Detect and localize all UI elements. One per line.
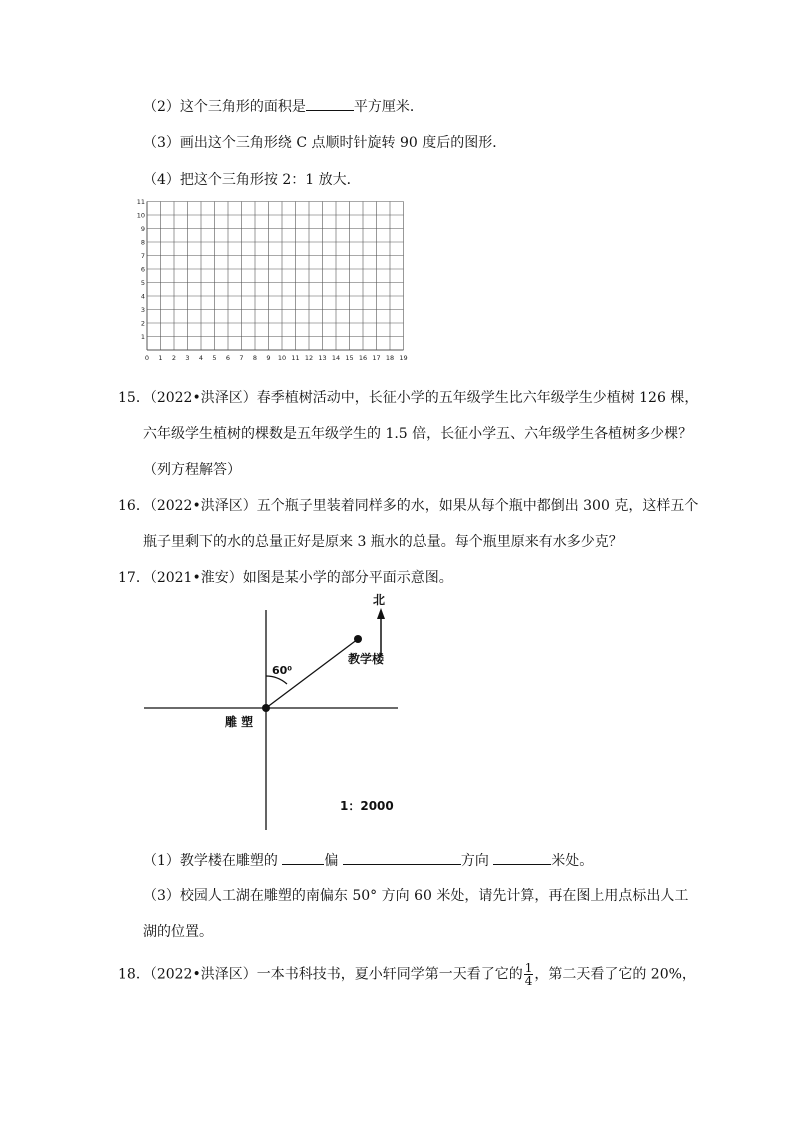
grid-x-label: 18 [385,354,395,362]
north-label: 北 [373,593,386,607]
q18-suffix: ，第二天看了它的 20%， [534,966,696,983]
grid-y-label: 9 [140,225,145,233]
q17-sub1-blank2[interactable] [343,850,461,865]
statue-label: 雕 塑 [225,715,254,729]
grid-x-labels [145,354,408,362]
q14-sub4: （4）把这个三角形按 2：1 放大． [143,172,361,188]
grid-x-label: 0 [144,354,150,362]
campus-map-diagram [130,593,420,833]
grid-y-label: 11 [136,198,145,206]
q17-line1: 17．（2021•淮安）如图是某小学的部分平面示意图。 [118,570,453,586]
grid-x-label: 1 [158,354,163,362]
grid-x-label: 17 [372,354,381,362]
building-point [354,635,362,643]
q15-line3: （列方程解答） [143,462,241,478]
q16-line1: 16．（2022•洪泽区）五个瓶子里装着同样多的水，如果从每个瓶中都倒出 300 克，这样五个 [118,498,699,514]
q14-sub2-prefix: （2）这个三角形的面积是 [143,99,306,115]
angle-label: 60⁰ [272,664,293,677]
grid-y-label: 5 [140,279,145,287]
grid-x-label: 11 [291,354,300,362]
grid-x-label: 13 [318,354,327,362]
grid-y-labels [137,198,145,341]
q18-fraction-numerator: 1 [524,961,533,975]
scale-label: 1：2000 [340,799,394,813]
grid-y-label: 3 [140,306,145,314]
q17-sub1-p4: 米处。 [551,853,594,869]
q14-sub2-blank[interactable] [306,96,354,111]
grid-x-label: 10 [277,354,287,362]
grid-y-label: 1 [140,333,145,341]
q14-sub3: （3）画出这个三角形绕 C 点顺时针旋转 90 度后的图形． [143,135,507,151]
grid-x-label: 3 [185,354,190,362]
q17-sub1 [143,850,593,871]
q17-sub1-blank3[interactable] [493,850,551,865]
grid-y-label: 10 [136,211,145,220]
grid-x-label: 6 [225,354,231,362]
grid-y-label: 7 [140,252,145,260]
q17-sub1-p2: 偏 [324,853,339,869]
grid-x-label: 12 [304,354,314,362]
q17-sub1-p3: 方向 [460,853,489,869]
grid-y-label: 6 [140,265,145,274]
q18-fraction-denominator: 4 [524,974,533,988]
angle-arc [266,676,287,684]
q18-prefix: 18．（2022•洪泽区）一本书科技书，夏小轩同学第一天看了它的 [118,966,523,983]
grid-y-label: 8 [140,238,145,247]
grid-x-label: 7 [239,354,244,362]
grid-x-label: 16 [358,354,368,362]
grid-x-label: 2 [171,354,177,362]
building-label: 教学楼 [348,652,385,666]
grid-lines [147,202,404,351]
grid-y-label: 4 [140,292,145,301]
statue-point [262,704,270,712]
grid-y-label: 2 [140,319,145,328]
grid-x-label: 19 [399,354,408,362]
north-arrow-head [377,608,385,619]
grid-x-label: 15 [345,354,354,362]
grid-x-label: 5 [212,354,217,362]
coordinate-grid[interactable] [138,200,412,372]
q18-fraction [524,962,534,987]
grid-x-label: 4 [198,354,204,362]
q14-sub2 [143,96,424,117]
q17-sub3-line1: （3）校园人工湖在雕塑的南偏东 50° 方向 60 米处，请先计算，再在图上用点标出人工 [143,888,689,904]
q16-line2: 瓶子里剩下的水的总量正好是原来 3 瓶水的总量。每个瓶里原来有水多少克？ [143,534,623,550]
q17-sub3-line2: 湖的位置。 [143,924,213,940]
grid-x-label: 8 [252,354,258,362]
grid-x-label: 14 [331,354,341,362]
q18-line1 [118,962,696,987]
q14-sub2-suffix: 平方厘米． [353,99,424,115]
q15-line1: 15．（2022•洪泽区）春季植树活动中，长征小学的五年级学生比六年级学生少植树 126 棵， [118,390,699,406]
q15-line2: 六年级学生植树的棵数是五年级学生的 1.5 倍，长征小学五、六年级学生各植树多少棵？ [143,426,693,442]
q17-sub1-p1: （1）教学楼在雕塑的 [143,853,278,869]
q17-sub1-blank1[interactable] [282,850,324,865]
grid-x-label: 9 [266,354,271,362]
